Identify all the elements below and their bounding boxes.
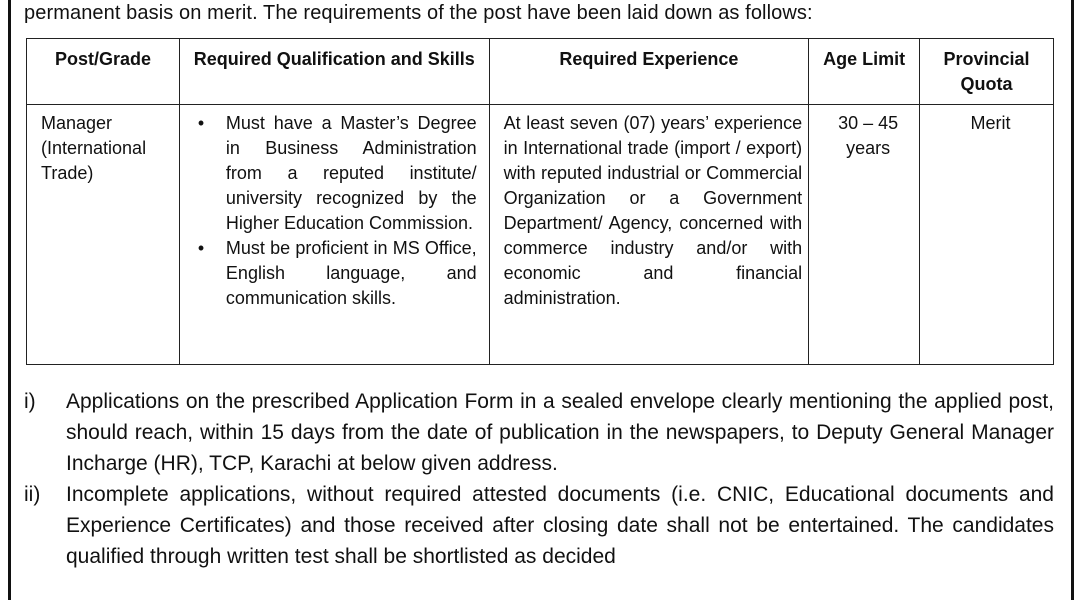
note-number: ii) — [24, 483, 41, 506]
qualification-item: • Must be proficient in MS Office, English language, and communication skills. — [194, 236, 483, 311]
header-experience: Required Experience — [489, 39, 809, 105]
requirements-table — [26, 38, 1054, 365]
qualification-list — [194, 111, 483, 311]
table-header-row — [27, 39, 1054, 105]
cell-provincial-quota: Merit — [920, 105, 1054, 365]
cell-age-limit: 30 – 45 years — [809, 105, 920, 365]
header-qualification: Required Qualification and Skills — [179, 39, 489, 105]
note-number: i) — [24, 390, 36, 413]
header-provincial-quota: Provincial Quota — [920, 39, 1054, 105]
note-item — [24, 479, 1054, 572]
note-text: Incomplete applications, without required attested documents (i.e. CNIC, Educational documents and Experience Certificates) and those received after closing date shall not be entertained. The candidates qualified through written test shall be shortlisted as decided — [66, 483, 1054, 568]
qualification-item: • Must have a Master’s Degree in Business Administration from a reputed institute/ university recognized by the Higher Education Commission. — [194, 111, 483, 236]
cell-qualification — [179, 105, 489, 365]
header-age-limit: Age Limit — [809, 39, 920, 105]
table-row — [27, 105, 1054, 365]
note-text: Applications on the prescribed Application Form in a sealed envelope clearly mentioning the applied post, should reach, within 15 days from the date of publication in the newspapers, to Deputy General Manager Incharge (HR), TCP, Karachi at below given address. — [66, 390, 1054, 475]
intro-text: permanent basis on merit. The requirements of the post have been laid down as follows: — [24, 2, 813, 24]
header-post-grade: Post/Grade — [27, 39, 180, 105]
cell-experience: At least seven (07) years’ experience in International trade (import / export) with reputed industrial or Commercial Organization or a Government Department/ Agency, concerned with commerce industry and/or with economic and financial administration. — [489, 105, 809, 365]
notes-list — [24, 386, 1054, 572]
note-item — [24, 386, 1054, 479]
cell-post-grade: Manager (International Trade) — [27, 105, 180, 365]
